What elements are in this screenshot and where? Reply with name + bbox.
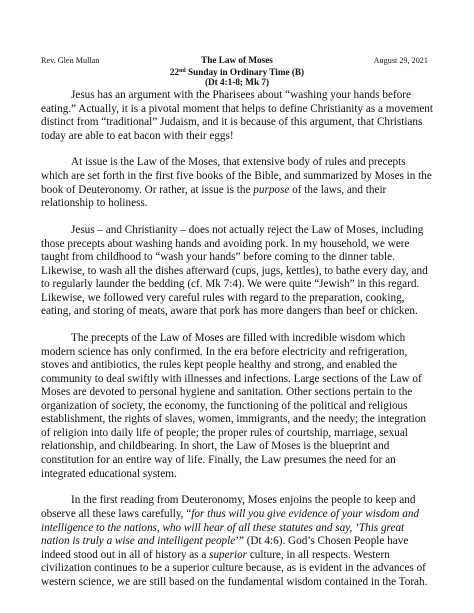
emphasis: purpose: [253, 183, 290, 196]
paragraph: Jesus – and Christianity – does not actually reject the Law of Moses, including those precepts about washing hands and avoiding pork. In my household, we were taught from childhood to “wash your hands” before coming to the dinner table. Likewise, to wash all the dishes afterward (cups, jugs, kettles), to bathe every day, and to regularly launder the bedding (cf. Mk 7:4). We were quite “Jewish” in this regard. Likewise, we followed very careful rules with regard to the preparation, cooking, eating, and storing of meats, aware that pork has more dangers than beef or chicken.: [41, 223, 428, 318]
title-block: [0, 55, 474, 88]
sermon-date: August 29, 2021: [373, 56, 428, 65]
paragraph: [41, 494, 433, 589]
occasion-ordinal: 22: [169, 66, 180, 77]
paragraph: [41, 156, 433, 210]
occasion-suffix: nd: [179, 67, 186, 74]
paragraph-text: ’” (Dt 4:6). God’s Chosen People have indeed stood out in all of history as a: [41, 535, 409, 561]
paragraph-text: At issue is the Law of the Moses, that extensive body of rules and precepts which are set forth in the first five books of the Bible, and summarized by Moses in the book of Deuteronomy. Or rather, at issue is the: [41, 156, 432, 196]
scripture-readings: (Dt 4:1-8; Mk 7): [204, 77, 270, 88]
paragraph: The precepts of the Law of Moses are filled with incredible wisdom which modern science has only confirmed. In the era before electricity and refrigeration, stoves and antibiotics, the rules kept people healthy and strong, and enabled the community to deal swiftly with illnesses and infections. Large sections of the Law of Moses are devoted to personal hygiene and sanitation. Other sections pertain to the organization of society, the economy, the functioning of the political and religious establishment, the rights of slaves, women, immigrants, and the needy; the integration of religion into daily life of people; the proper rules of courtship, marriage, sexual relationship, and childbearing. In short, the Law of Moses is the blueprint and constitution for an entire way of life. Finally, the Law presumes the need for an integrated educational system.: [41, 332, 426, 480]
paragraph-text: culture, in all respects. Western civilization continues to be a superior culture because, as is evident in the advances of western science, we are still based on the fundamental wisdom contained in the Torah.: [41, 548, 428, 588]
paragraph-text: In the first reading from Deuteronomy, Moses enjoins the people to keep and observe all these laws carefully, “: [41, 494, 416, 520]
paragraph-text: of the laws, and their relationship to holiness.: [41, 183, 387, 210]
author-name: Rev. Glen Mullan: [41, 56, 100, 65]
occasion-rest: Sunday in Ordinary Time (B): [185, 66, 305, 77]
liturgical-occasion: [0, 66, 474, 78]
sermon-body: [41, 89, 433, 603]
sermon-title: The Law of Moses: [201, 55, 273, 65]
quotation-italic: for thus will you give evidence of your wisdom and intelligence to the nations, who will hear of all these statutes and say, ‘This great nation is truly a wise and intelligent people: [41, 507, 420, 548]
emphasis: superior: [209, 548, 248, 561]
paragraph: Jesus has an argument with the Pharisees about “washing your hands before eating.” Actually, it is a pivotal moment that helps to define Christianity as a movement distinct from “traditional” Judaism, and it is because of this argument, that Christians today are able to eat bacon with their eggs!: [41, 89, 433, 142]
